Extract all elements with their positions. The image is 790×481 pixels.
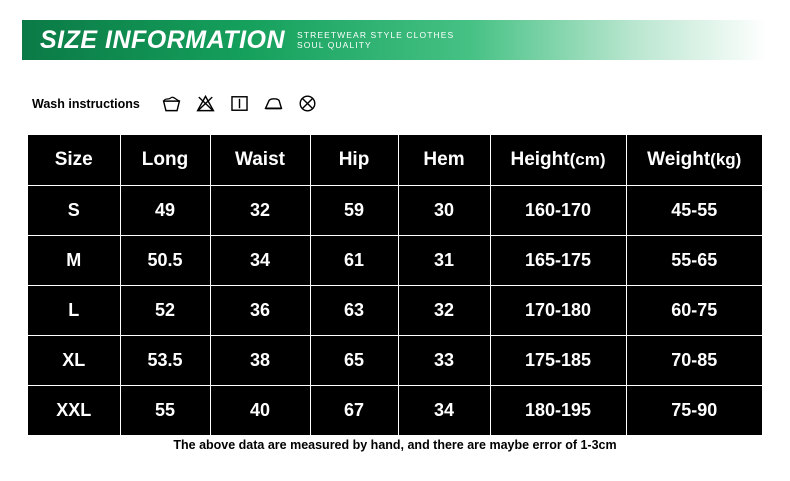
cell-weight: 70-85 xyxy=(626,335,762,385)
table-header-row xyxy=(28,135,762,185)
cell-hip: 67 xyxy=(310,385,398,435)
cell-size: XL xyxy=(28,335,120,385)
cell-height: 175-185 xyxy=(490,335,626,385)
cell-size: XXL xyxy=(28,385,120,435)
tumble-dry-icon xyxy=(230,94,249,113)
banner-subtitle xyxy=(297,31,454,51)
table-row xyxy=(28,385,762,435)
column-header-long: Long xyxy=(120,135,210,185)
cell-hip: 61 xyxy=(310,235,398,285)
column-header-waist: Waist xyxy=(210,135,310,185)
size-information-banner xyxy=(22,20,768,60)
cell-hem: 31 xyxy=(398,235,490,285)
column-header-height-label: Height xyxy=(510,148,570,170)
cell-hip: 63 xyxy=(310,285,398,335)
cell-hem: 30 xyxy=(398,185,490,235)
iron-low-heat-icon xyxy=(264,94,283,113)
column-header-weight-label: Weight xyxy=(647,148,711,170)
cell-long: 50.5 xyxy=(120,235,210,285)
cell-weight: 45-55 xyxy=(626,185,762,235)
cell-weight: 55-65 xyxy=(626,235,762,285)
banner-subtitle-line1: STREETWEAR STYLE CLOTHES xyxy=(297,30,455,41)
do-not-bleach-icon xyxy=(196,94,215,113)
cell-height: 165-175 xyxy=(490,235,626,285)
cell-hip: 59 xyxy=(310,185,398,235)
cell-size: S xyxy=(28,185,120,235)
hand-wash-icon xyxy=(162,94,181,113)
wash-instructions-row xyxy=(32,94,332,113)
cell-waist: 34 xyxy=(210,235,310,285)
cell-waist: 40 xyxy=(210,385,310,435)
wash-instructions-label: Wash instructions xyxy=(32,96,140,111)
measurement-disclaimer: The above data are measured by hand, and there are maybe error of 1-3cm xyxy=(173,438,617,452)
cell-weight: 60-75 xyxy=(626,285,762,335)
cell-hem: 33 xyxy=(398,335,490,385)
column-header-hem: Hem xyxy=(398,135,490,185)
cell-long: 55 xyxy=(120,385,210,435)
table-row xyxy=(28,335,762,385)
column-header-size: Size xyxy=(28,135,120,185)
cell-hem: 32 xyxy=(398,285,490,335)
cell-long: 52 xyxy=(120,285,210,335)
table-row xyxy=(28,185,762,235)
cell-height: 160-170 xyxy=(490,185,626,235)
column-header-hip: Hip xyxy=(310,135,398,185)
cell-height: 180-195 xyxy=(490,385,626,435)
wash-care-symbols xyxy=(162,94,332,113)
cell-size: M xyxy=(28,235,120,285)
table-row xyxy=(28,235,762,285)
page-title: SIZE INFORMATION xyxy=(40,25,286,54)
column-header-height-unit: (cm) xyxy=(569,149,606,169)
cell-long: 53.5 xyxy=(120,335,210,385)
do-not-dry-clean-icon xyxy=(298,94,317,113)
cell-height: 170-180 xyxy=(490,285,626,335)
cell-long: 49 xyxy=(120,185,210,235)
column-header-height xyxy=(490,135,626,185)
table-row xyxy=(28,285,762,335)
cell-weight: 75-90 xyxy=(671,399,718,420)
column-header-weight xyxy=(626,135,762,185)
column-header-weight-unit: (kg) xyxy=(710,149,742,169)
size-chart-table xyxy=(28,135,762,435)
cell-hip: 65 xyxy=(310,335,398,385)
cell-waist: 36 xyxy=(210,285,310,335)
cell-size: L xyxy=(28,285,120,335)
cell-waist: 38 xyxy=(210,335,310,385)
cell-hem: 34 xyxy=(398,385,490,435)
cell-waist: 32 xyxy=(210,185,310,235)
banner-subtitle-line2: SOUL QUALITY xyxy=(297,40,372,50)
